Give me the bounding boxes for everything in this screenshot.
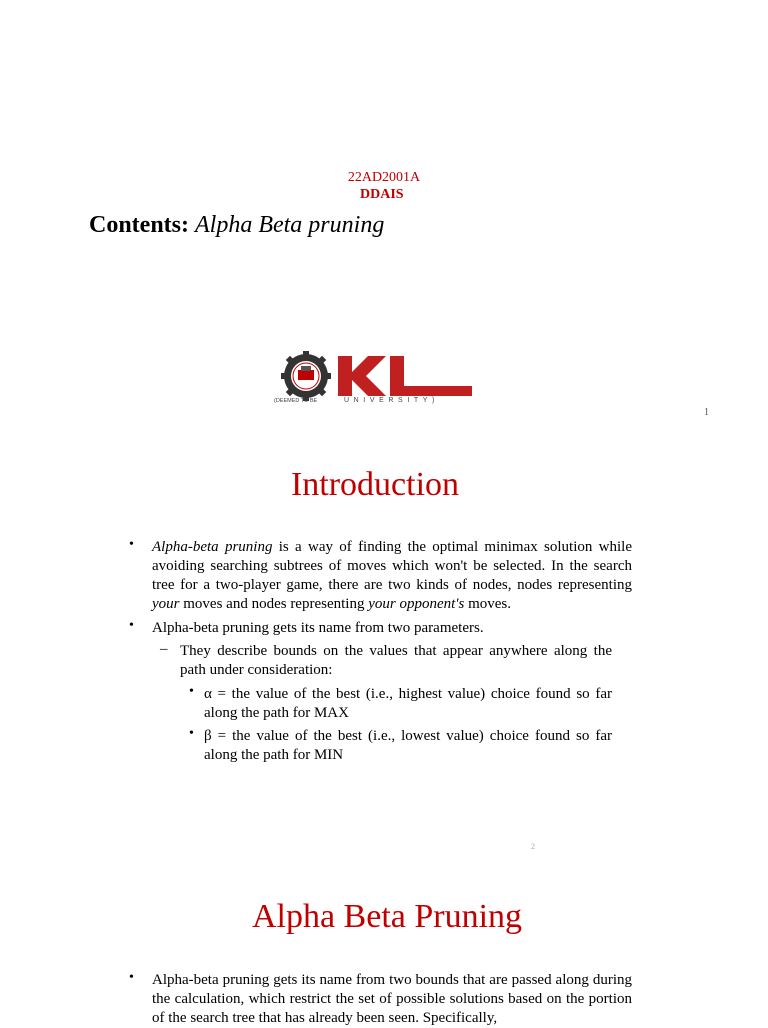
contents-heading [89,212,384,239]
bullet-marker: • [129,618,134,633]
course-name: DDAIS [360,187,404,202]
beta-definition: β = the value of the best (i.e., lowest value) choice found so far along the path for MIN [204,728,612,763]
page-number-2: 2 [531,842,535,851]
contents-topic: Alpha Beta pruning [195,212,385,238]
gear-emblem-icon [281,351,331,401]
alpha-beta-pruning-title: Alpha Beta Pruning [251,898,523,935]
dash-marker: – [160,641,168,657]
intro-bullet-1: Alpha-beta pruning is a way of finding the optimal minimax solution while avoiding searching subtrees of moves which won't be selected. In the search tree for a two-player game, there are two kinds of nodes, nodes representing your moves and nodes representing your opponent's moves. [152,539,633,612]
contents-label: Contents: [89,212,189,238]
bullet-marker: • [189,684,194,699]
bullet-marker: • [129,537,134,552]
emblem-text: (DEEMED TO BE [274,398,318,404]
course-code: 22AD2001A [347,170,421,185]
alpha-definition: α = the value of the best (i.e., highest value) choice found so far along the path for MAX [204,686,612,721]
intro-sub-bullet: They describe bounds on the values that appear anywhere along the path under consideration: [180,643,612,678]
kl-letters [338,356,472,396]
pruning-bullet-1: Alpha-beta pruning gets its name from two bounds that are passed along during the calculation, which restrict the set of possible solutions based on the portion of the search tree that has already been seen. Specifically, [152,972,632,1026]
bullet-marker: • [189,726,194,741]
introduction-title: Introduction [290,466,460,503]
university-wordmark: UNIVERSITY) [344,397,439,404]
bullet-marker: • [129,970,134,985]
page-number-1: 1 [704,407,709,418]
kl-university-logo [272,350,478,406]
term-alpha-beta: Alpha-beta pruning [152,539,273,555]
intro-bullet-2: Alpha-beta pruning gets its name from two parameters. [152,620,484,636]
